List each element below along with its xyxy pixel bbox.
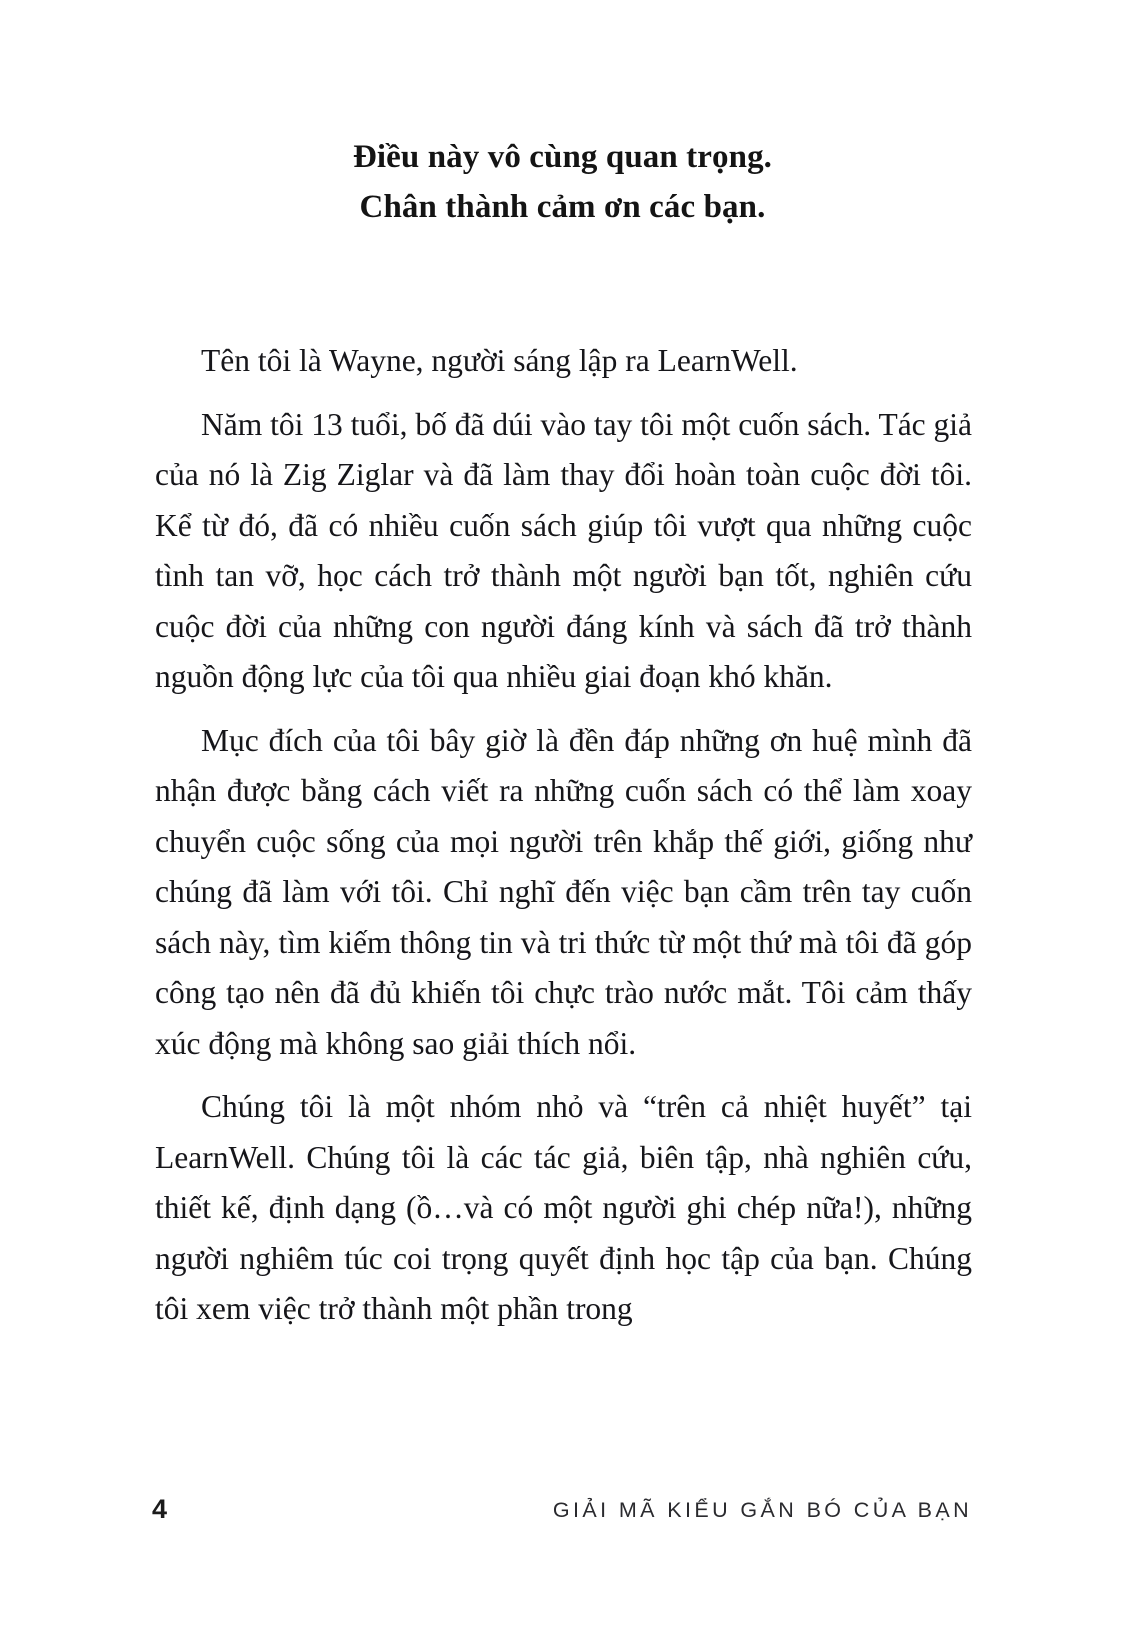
body-paragraph: Năm tôi 13 tuổi, bố đã dúi vào tay tôi một cuốn sách. Tác giả của nó là Zig Ziglar và đã làm thay đổi hoàn toàn cuộc đời tôi. Kể từ đó, đã có nhiều cuốn sách giúp tôi vượt qua những cuộc tình tan vỡ, học cách trở thành một người bạn tốt, nghiên cứu cuộc đời của những con người đáng kính và sách đã trở thành nguồn động lực của tôi qua nhiều giai đoạn khó khăn. [155,406,973,694]
page-number: 4 [152,1494,168,1524]
body-paragraph: Mục đích của tôi bây giờ là đền đáp những ơn huệ mình đã nhận được bằng cách viết ra những cuốn sách có thể làm xoay chuyển cuộc sống của mọi người trên khắp thế giới, giống như chúng đã làm với tôi. Chỉ nghĩ đến việc bạn cầm trên tay cuốn sách này, tìm kiếm thông tin và tri thức từ một thứ mà tôi đã góp công tạo nên đã đủ khiến tôi chực trào nước mắt. Tôi cảm thấy xúc động mà không sao giải thích nổi. [155,722,972,1061]
running-head: GIẢI MÃ KIỂU GẮN BÓ CỦA BẠN [552,1498,972,1522]
page-heading [155,132,970,232]
body-paragraph: Tên tôi là Wayne, người sáng lập ra LearnWell. [201,343,798,378]
heading-line-1: Điều này vô cùng quan trọng. [352,139,773,175]
body-text-column [155,336,972,1335]
page-footer [152,1492,972,1532]
body-paragraph: Chúng tôi là một nhóm nhỏ và “trên cả nhiệt huyết” tại LearnWell. Chúng tôi là các tác giả, biên tập, nhà nghiên cứu, thiết kế, định dạng (ồ…và có một người ghi chép nữa!), những người nghiêm túc coi trọng quyết định học tập của bạn. Chúng tôi xem việc trở thành một phần trong [155,1089,972,1326]
heading-line-2: Chân thành cảm ơn các bạn. [359,189,766,226]
